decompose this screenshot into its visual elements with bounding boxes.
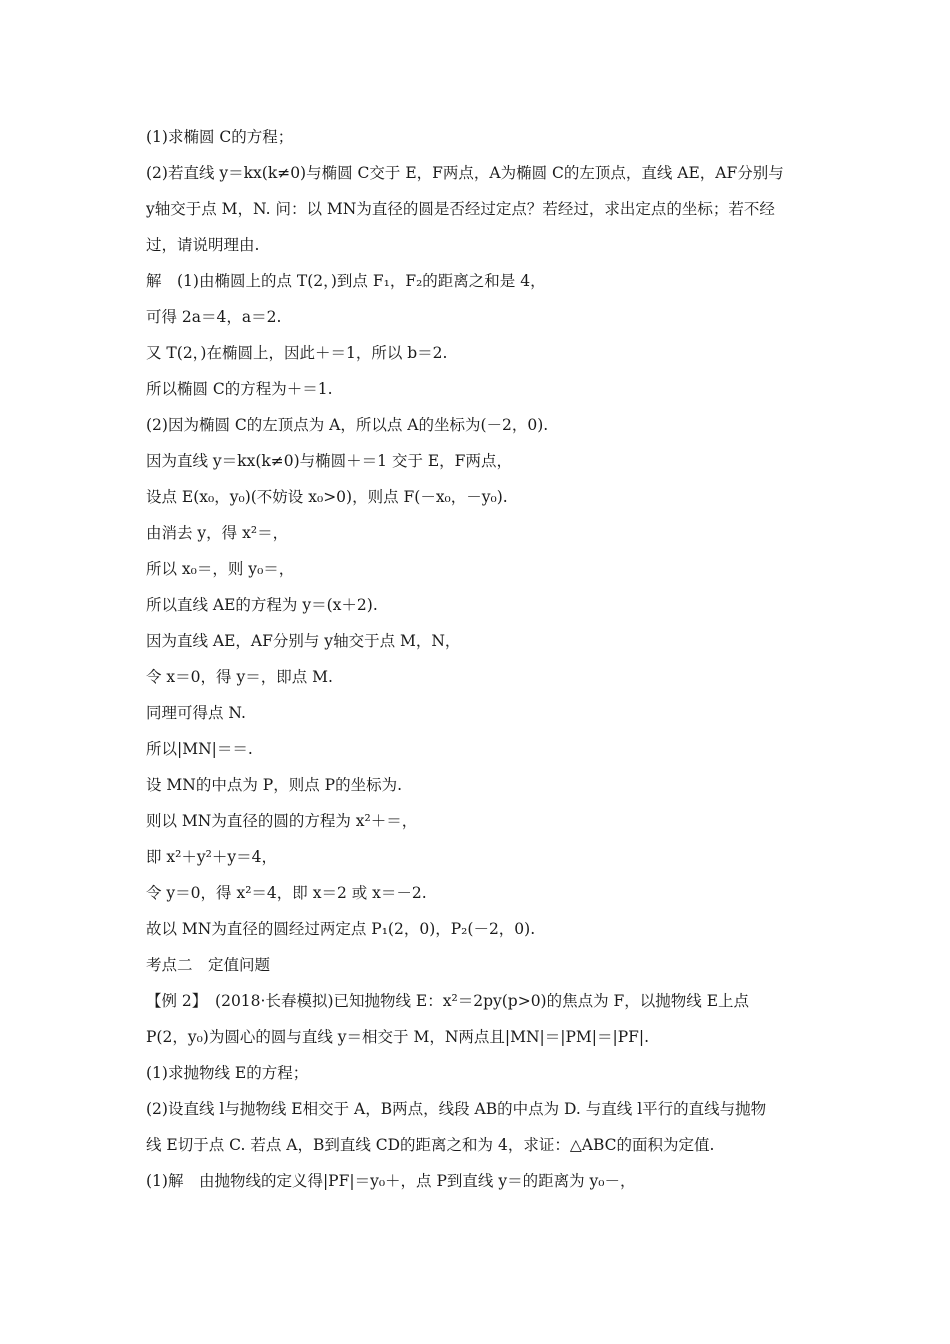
text-line: 因为直线 AE，AF分别与 y轴交于点 M，N， bbox=[146, 632, 461, 650]
text-line: 令 x＝0，得 y＝，即点 M. bbox=[146, 668, 333, 686]
text-line: 所以|MN|＝＝. bbox=[146, 740, 253, 758]
text-line: (2)设直线 l与抛物线 E相交于 A，B两点，线段 AB的中点为 D. 与直线 l平行的直线与抛物 bbox=[146, 1100, 767, 1118]
text-line: y轴交于点 M，N. 问：以 MN为直径的圆是否经过定点？若经过，求出定点的坐标；若不经 bbox=[146, 200, 775, 218]
text-line: 同理可得点 N. bbox=[146, 704, 246, 722]
text-line: 所以椭圆 C的方程为＋＝1. bbox=[146, 380, 333, 398]
section-heading: 考点二 定值问题 bbox=[146, 956, 271, 974]
text-line: 又 T(2，)在椭圆上，因此＋＝1，所以 b＝2. bbox=[146, 344, 448, 362]
text-line: 由消去 y，得 x²＝， bbox=[146, 524, 289, 542]
text-line: P(2，y₀)为圆心的圆与直线 y＝相交于 M，N两点且|MN|＝|PM|＝|PF|. bbox=[146, 1028, 650, 1046]
text-line: 解 (1)由椭圆上的点 T(2，)到点 F₁，F₂的距离之和是 4， bbox=[146, 272, 546, 290]
text-line: 即 x²＋y²＋y＝4， bbox=[146, 848, 277, 866]
example-heading: 【例 2】 (2018·长春模拟)已知抛物线 E：x²＝2py(p>0)的焦点为 F，以抛物线 E上点 bbox=[146, 992, 750, 1010]
text-line: 过，请说明理由. bbox=[146, 236, 260, 254]
text-line: (1)求抛物线 E的方程； bbox=[146, 1064, 309, 1082]
text-line: (2)因为椭圆 C的左顶点为 A，所以点 A的坐标为(－2，0). bbox=[146, 416, 549, 434]
text-line: (2)若直线 y＝kx(k≠0)与椭圆 C交于 E，F两点，A为椭圆 C的左顶点，直线 AE，AF分别与 bbox=[146, 164, 784, 182]
document-body bbox=[146, 119, 810, 1199]
text-line: 设 MN的中点为 P，则点 P的坐标为. bbox=[146, 776, 403, 794]
text-line: 故以 MN为直径的圆经过两定点 P₁(2，0)，P₂(－2，0). bbox=[146, 920, 536, 938]
text-line: 所以直线 AE的方程为 y＝(x＋2). bbox=[146, 596, 378, 614]
text-line: 所以 x₀＝，则 y₀＝， bbox=[146, 560, 295, 578]
text-line: (1)求椭圆 C的方程； bbox=[146, 128, 294, 146]
text-line: 则以 MN为直径的圆的方程为 x²＋＝， bbox=[146, 812, 418, 830]
text-line: 线 E切于点 C. 若点 A，B到直线 CD的距离之和为 4，求证：△ABC的面积为定值. bbox=[146, 1136, 715, 1154]
text-line: 可得 2a＝4，a＝2. bbox=[146, 308, 282, 326]
text-line: 令 y＝0，得 x²＝4，即 x＝2 或 x＝－2. bbox=[146, 884, 427, 902]
text-line: 因为直线 y＝kx(k≠0)与椭圆＋＝1 交于 E，F两点， bbox=[146, 452, 512, 470]
text-line: 设点 E(x₀，y₀)(不妨设 x₀>0)，则点 F(－x₀，－y₀). bbox=[146, 488, 508, 506]
text-line: (1)解 由抛物线的定义得|PF|＝y₀＋，点 P到直线 y＝的距离为 y₀－， bbox=[146, 1172, 636, 1190]
